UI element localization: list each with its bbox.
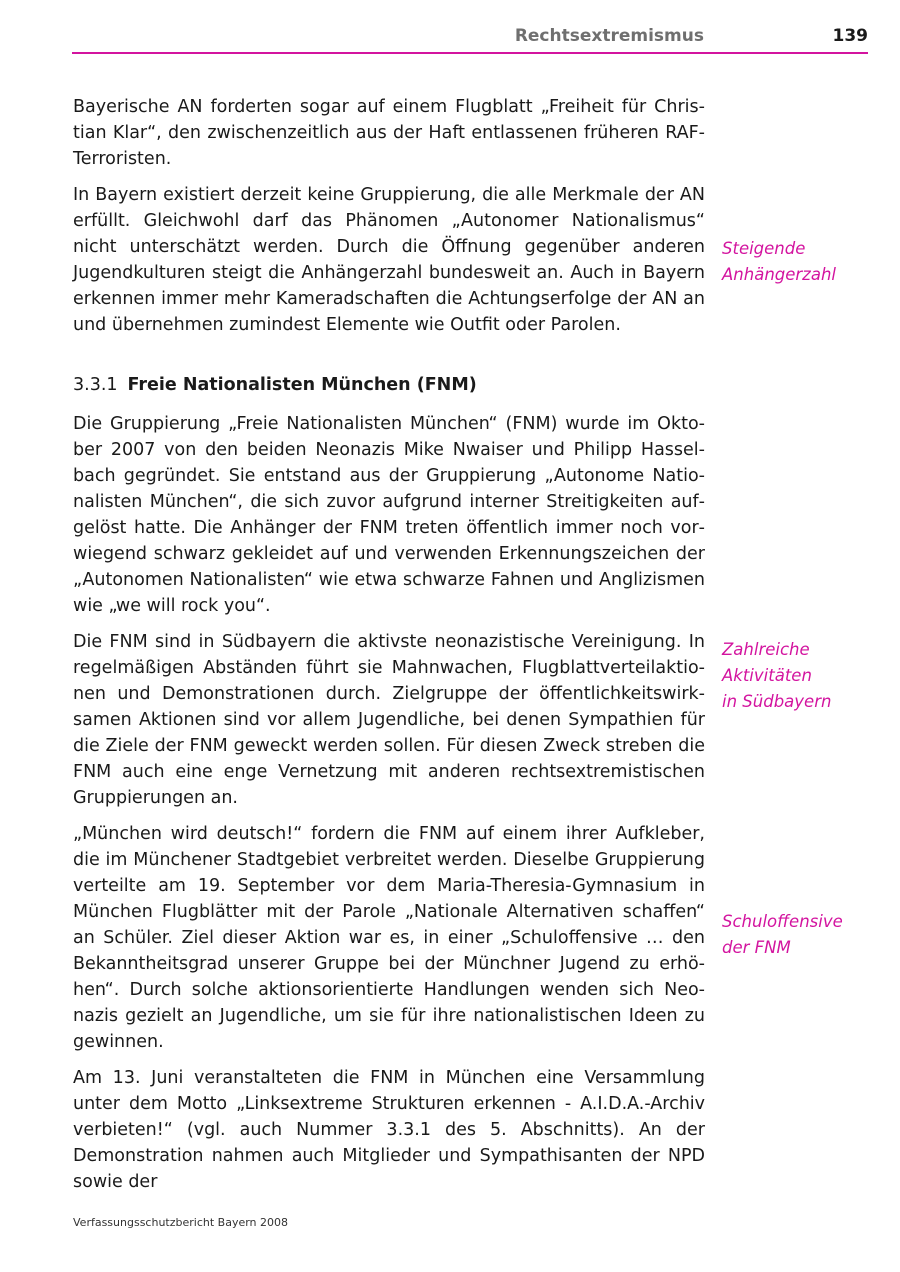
body-paragraph: Bayerische AN forderten sogar auf einem Flugblatt „Freiheit für Christian Klar“, den zwischenzeitlich aus der Haft entlassenen früheren RAF-Terroristen. [73, 97, 705, 169]
main-text-column [73, 94, 705, 1205]
margin-note-line: Anhängerzahl [722, 265, 836, 284]
margin-note-line: Steigende [722, 239, 806, 258]
page-header [72, 24, 868, 54]
body-paragraph: „München wird deutsch!“ fordern die FNM auf einem ihrer Aufkleber, die im Münchener Stadtgebiet verbreitet werden. Dieselbe Gruppierung verteilte am 19. September vor dem Maria-Theresia-Gymnasium in München Flugblätter mit der Parole „Nationale Alternativen schaffen“ an Schüler. Ziel dieser Aktion war es, in einer „Schuloffensive … den Bekanntheitsgrad unserer Gruppe bei der Münchner Jugend zu erhöhen“. Durch solche aktionsorientierte Handlungen wenden sich Neonazis gezielt an Jugendliche, um sie für ihre nationalistischen Ideen zu gewinnen. [73, 824, 705, 1052]
page-footer: Verfassungsschutzbericht Bayern 2008 [73, 1216, 289, 1229]
margin-note-line: der FNM [722, 938, 791, 957]
margin-note-line: Zahlreiche [722, 640, 810, 659]
margin-note-zahlreiche-aktivitaeten [722, 637, 892, 715]
section-number: 3.3.1 [73, 375, 118, 395]
section-heading [73, 372, 705, 398]
margin-note-line: in Südbayern [722, 692, 832, 711]
margin-note-schuloffensive [722, 909, 892, 961]
margin-note-steigende-anhaengerzahl [722, 236, 892, 288]
page-number: 139 [832, 26, 868, 46]
section-title: Freie Nationalisten München (FNM) [127, 375, 477, 395]
margin-note-line: Aktivitäten [722, 666, 812, 685]
running-section-title: Rechtsextremismus [514, 26, 704, 46]
body-paragraph: Die FNM sind in Südbayern die aktivste neonazistische Vereinigung. In regelmäßigen Abständen führt sie Mahnwachen, Flugblattverteilaktionen und Demonstrationen durch. Zielgruppe der öffentlichkeitswirksamen Aktionen sind vor allem Jugendliche, bei denen Sympathien für die Ziele der FNM geweckt werden sollen. Für diesen Zweck streben die FNM auch eine enge Vernetzung mit anderen rechtsextremistischen Gruppierungen an. [73, 632, 705, 808]
body-paragraph: In Bayern existiert derzeit keine Gruppierung, die alle Merkmale der AN erfüllt. Gleichwohl darf das Phänomen „Autonomer Nationalismus“ nicht unterschätzt werden. Durch die Öffnung gegenüber anderen Jugendkulturen steigt die Anhängerzahl bundesweit an. Auch in Bayern erkennen immer mehr Kameradschaften die Achtungserfolge der AN an und übernehmen zumindest Elemente wie Outfit oder Parolen. [73, 185, 705, 335]
margin-note-line: Schuloffensive [722, 912, 843, 931]
body-paragraph: Am 13. Juni veranstalteten die FNM in München eine Versammlung unter dem Motto „Linksextreme Strukturen erkennen - A.I.D.A.-Archiv verbieten!“ (vgl. auch Nummer 3.3.1 des 5. Abschnitts). An der Demonstration nahmen auch Mitglieder und Sympathisanten der NPD sowie der [73, 1068, 705, 1192]
body-paragraph: Die Gruppierung „Freie Nationalisten München“ (FNM) wurde im Oktober 2007 von den beiden Neonazis Mike Nwaiser und Philipp Hasselbach gegründet. Sie entstand aus der Gruppierung „Autonome Nationalisten München“, die sich zuvor aufgrund interner Streitigkeiten aufgelöst hatte. Die Anhänger der FNM treten öffentlich immer noch vorwiegend schwarz gekleidet auf und verwenden Erkennungszeichen der „Autonomen Nationalisten“ wie etwa schwarze Fahnen und Anglizismen wie „we will rock you“. [73, 414, 705, 616]
